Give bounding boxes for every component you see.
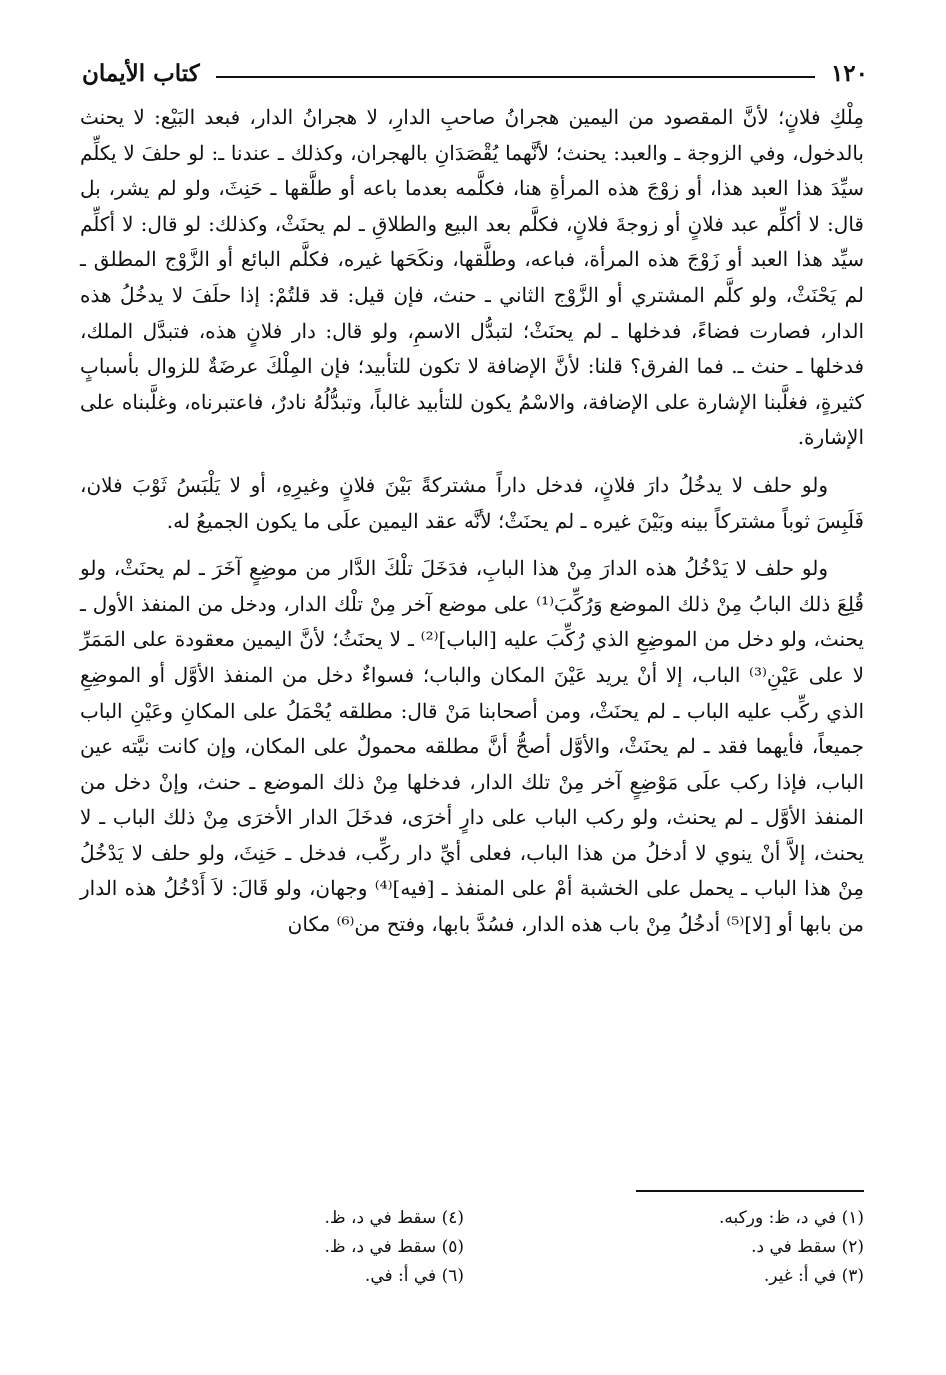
footnotes-right-column bbox=[464, 1204, 864, 1291]
page-number: ١٢٠ bbox=[830, 59, 868, 87]
footnote-5: (٥) سقط في د، ظ. bbox=[324, 1237, 464, 1257]
paragraph-2: ولو حلف لا يدخُلُ دارَ فلانٍ، فدخل داراً مشتركةً بَيْنَ فلانٍ وغيرِهِ، أو لا يَلْبَسُ ثَوْبَ فلان، فَلَبِسَ ثوباً مشتركاً بينه وبَيْنَ غيره ـ لم يحنَثْ؛ لأنَّه عقد اليمين علَى ما يكون الجميعُ له. bbox=[80, 472, 864, 533]
footnote-separator bbox=[636, 1190, 864, 1192]
book-title: كتاب الأيمان bbox=[82, 59, 200, 87]
footnote-2: (٢) سقط في د. bbox=[751, 1237, 864, 1257]
paragraph-3: ولو حلف لا يَدْخُلُ هذه الدارَ مِنْ هذا البابِ، فدَخَلَ تلْكَ الدَّار من موضِعٍ آخَرَ ـ لم يحنَثْ، ولو قُلِعَ ذلك البابُ مِنْ ذلك الموضع وَرُكِّبَ⁽¹⁾ على موضع آخر مِنْ تلْك الدار، ودخل من المنفذ الأول ـ يحنث، ولو دخل من الموضِعِ الذي رُكِّبَ عليه [الباب]⁽²⁾ ـ لا يحنَثُ؛ لأنَّ اليمين معقودة على المَمَرِّ لا على عَيْنِ⁽³⁾ الباب، إلا أنْ يريد عَيْنَ المكان والباب؛ فسواءٌ دخل من المنفذ الأوَّل أو الموضِعِ الذي ركِّب عليه الباب ـ لم يحنَثْ، ومن أصحابنا مَنْ قال: مطلقه يُحْمَلُ على المكانِ وعَيْنِ الباب جميعاً، فأيهما فقد ـ لم يحنَثْ، والأوَّل أصحُّ أنَّ مطلقه محمولٌ على المكان، وإن كانت نيَّته عين الباب، فإذا ركب علَى مَوْضِعٍ آخر مِنْ تلك الدار، فدخلها مِنْ ذلك الموضع ـ حنث، وإنْ دخل من المنفذ الأوَّل ـ لم يحنث، ولو ركب الباب على دارٍ أخرَى، فدخَلَ الدار الأخرَى مِنْ ذلك الباب ـ لا يحنث، إلاَّ أنْ ينوي لا أدخلُ من هذا الباب، فعلى أيِّ دار ركِّب، فدخل ـ حَنِثَ، ولو حلف لا يَدْخُلُ مِنْ هذا الباب ـ يحمل على الخشبة أمْ على المنفذ ـ [فيه]⁽⁴⁾ وجهان، ولو قَالَ: لاَ أَدْخُلُ هذه الدار من بابها أو [لا]⁽⁵⁾ أدخُلُ مِنْ باب هذه الدار، فسُدَّ بابها، وفتح من⁽⁶⁾ مكان bbox=[80, 556, 864, 937]
footnote-4: (٤) سقط في د، ظ. bbox=[324, 1208, 464, 1228]
footnotes bbox=[80, 1204, 864, 1291]
footnote-3: (٣) في أ: غير. bbox=[763, 1266, 864, 1286]
footnote-6: (٦) في أ: في. bbox=[364, 1266, 464, 1286]
header-rule bbox=[216, 76, 815, 78]
paragraph-1: مِلْكِ فلانٍ؛ لأنَّ المقصود من اليمين هجرانُ صاحبِ الدارِ، لا هجرانُ الدار، فبعد البَيْع: لا يحنث بالدخول، وفي الزوجة ـ والعبد: يحنث؛ لأنَّهما يُقْصَدَانِ بالهجران، وكذلك ـ عندنا ـ: لو حلفَ لا يكلِّم سيِّدَ هذا العبد هذا، أو زوْجَ هذه المرأةِ هنا، فكلَّمه بعدما باعه أو طلَّقها ـ حَنِثَ، ولو لم يشر، بل قال: لا أكلِّم عبد فلانٍ أو زوجةَ فلانٍ، فكلَّم بعد البيع والطلاقِ ـ لم يحنَثْ، وكذلك: لو قال: لا أكلِّم سيِّد هذا العبد أو زَوْجَ هذه المرأة، فباعه، وطلَّقها، ونكَحَها غيره، فكلَّم البائع أو الزَّوْج المطلق ـ لم يَحْنَثْ، ولو كلَّم المشتري أو الزَّوْج الثاني ـ حنث، فإن قيل: قد قلتُمْ: إذا حلَفَ لا يدخُلُ هذه الدار، فصارت فضاءً، فدخلها ـ لم يحنَثْ؛ لتبدُّل الاسمِ، ولو قال: دار فلانٍ هذه، فتبدَّل الملك، فدخلها ـ حنث ـ. فما الفرق؟ قلنا: لأنَّ الإضافة لا تكون للتأبيد؛ فإن المِلْكَ عرضَةٌ للزوال بأسبابٍ كثيرةٍ، فغلَّبنا الإشارة على الإضافة، والاسْمُ يكون للتأبيد غالباً، وتبدُّلُهُ نادرٌ، فاعتبرناه، وغلَّبناه على الإشارة. bbox=[80, 105, 865, 450]
footnote-1: (١) في د، ظ: وركبه. bbox=[719, 1208, 864, 1228]
page-header bbox=[82, 56, 868, 90]
footnotes-left-column bbox=[164, 1204, 464, 1291]
main-text bbox=[80, 100, 864, 943]
